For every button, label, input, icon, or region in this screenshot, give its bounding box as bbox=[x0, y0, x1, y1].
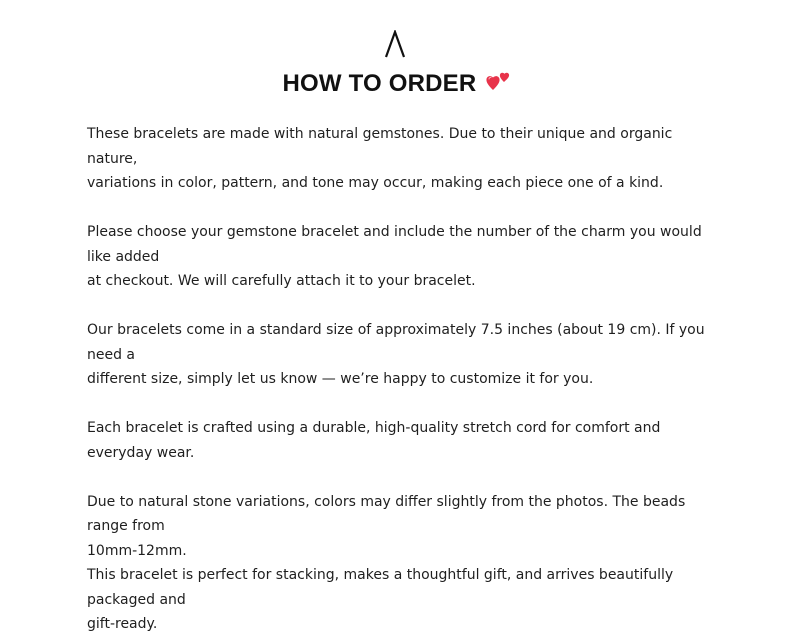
paragraph-line: variations in color, pattern, and tone may occur, making each piece one of a kind. bbox=[87, 175, 664, 191]
paragraph-cord bbox=[87, 416, 727, 465]
paragraph-size bbox=[87, 318, 727, 392]
caret-a-logo-icon bbox=[383, 30, 407, 58]
page-title: HOW TO ORDER bbox=[282, 70, 477, 97]
title-row bbox=[0, 70, 794, 98]
paragraph-variations bbox=[87, 490, 727, 564]
two-hearts-icon bbox=[486, 69, 512, 93]
paragraph-line: Each bracelet is crafted using a durable, high-quality stretch cord for comfort and everyday wear. bbox=[87, 420, 661, 461]
paragraph-line: These bracelets are made with natural gemstones. Due to their unique and organic nature, bbox=[87, 126, 673, 167]
paragraph-line: gift-ready. bbox=[87, 616, 158, 632]
paragraph-line: different size, simply let us know — we’re happy to customize it for you. bbox=[87, 371, 594, 387]
paragraph-gemstones bbox=[87, 122, 727, 196]
paragraph-line: Please choose your gemstone bracelet and include the number of the charm you would like added bbox=[87, 224, 702, 265]
order-instructions bbox=[87, 122, 727, 637]
paragraph-line: This bracelet is perfect for stacking, makes a thoughtful gift, and arrives beautifully packaged and bbox=[87, 567, 674, 608]
paragraph-line: Our bracelets come in a standard size of approximately 7.5 inches (about 19 cm). If you need a bbox=[87, 322, 705, 363]
paragraph-line: 10mm-12mm. bbox=[87, 542, 187, 559]
paragraph-line: at checkout. We will carefully attach it to your bracelet. bbox=[87, 273, 476, 289]
paragraph-line: Due to natural stone variations, colors may differ slightly from the photos. The beads range from bbox=[87, 493, 686, 534]
paragraph-gift bbox=[87, 563, 727, 637]
paragraph-charm bbox=[87, 220, 727, 294]
